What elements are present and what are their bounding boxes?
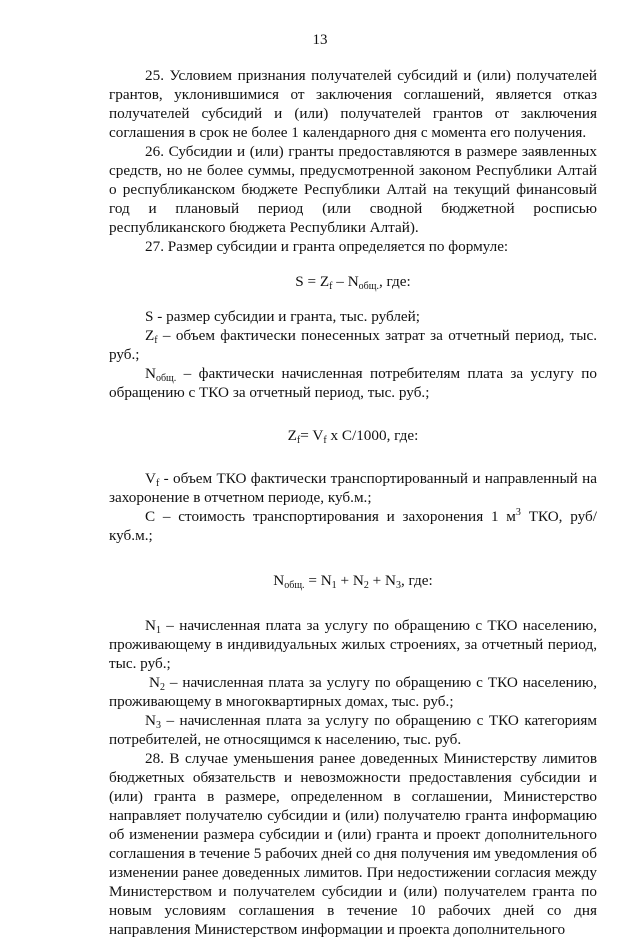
paragraph-25: 25. Условием признания получателей субсидий и (или) получателей грантов, уклонившимися от заключения соглашений, является отказ получателей субсидий и (или) получателей грантов от заключения соглашения в срок не более 1 календарного дня с момента его получения. xyxy=(109,67,597,141)
definition-s: S - размер субсидии и гранта, тыс. рублей; xyxy=(145,308,421,325)
definition-zf: $Z_f$ – объем фактически понесенных затрат за отчетный период, тыс. руб.; xyxy=(109,327,597,363)
definition-nobsh: $N_{общ.}$ – фактически начисленная потребителям плата за услугу по обращению с ТКО за отчетный период, тыс. руб.; xyxy=(109,365,597,401)
definition-n1: $N_1$ – начисленная плата за услугу по обращению с ТКО населению, проживающему в индивидуальных жилых строениях, за отчетный период, тыс. руб.; xyxy=(109,617,597,672)
definition-n3: $N_3$ – начисленная плата за услугу по обращению с ТКО категориям потребителей, не относящимся к населению, тыс. руб. xyxy=(109,712,597,748)
paragraph-28: 28. В случае уменьшения ранее доведенных Министерству лимитов бюджетных обязательств и невозможности предоставления субсидии и (или) гранта в размере, определенном в соглашении, Министерство направляет получателю субсидии и (или) получателю гранта информацию об изменении размера субсидии и (или) гранта и проект дополнительного соглашения в течение 5 рабочих дней со дня получения им уведомления об изменении ранее доведенных лимитов. При недостижении согласия между Министерством и получателем субсидии и (или) получателем гранта по новым условиям соглашения в течение 10 рабочих дней со дня направления Министерством информации и проекта дополнительного xyxy=(109,750,598,938)
paragraph-26: 26. Субсидии и (или) гранты предоставляются в размере заявленных средств, но не более суммы, предусмотренной законом Республики Алтай о республиканском бюджете Республики Алтай на текущий финансовый год и плановый период (или сводной бюджетной росписью республиканского бюджета Республики Алтай). xyxy=(109,143,597,236)
document-body xyxy=(109,66,597,939)
paragraph-27: 27. Размер субсидии и гранта определяется по формуле: xyxy=(145,238,509,255)
definition-n2: $N_2$ – начисленная плата за услугу по обращению с ТКО населению, проживающему в многоквартирных домах, тыс. руб.; xyxy=(109,674,597,710)
formula-nobsh: $N_{общ.} = N_1 + N_2 + N_3$, где: xyxy=(273,572,433,591)
formula-zf: $Z_f= V_f$ х С/1000, где: xyxy=(287,427,419,446)
page-number: 13 xyxy=(312,32,328,48)
definition-vf: $V_f$ - объем ТКО фактически транспортированный и направленный на захоронение в отчетном периоде, куб.м.; xyxy=(109,470,597,506)
formula-subsidy-size: $S = Z_f - N_{общ.}$, где: xyxy=(295,273,411,292)
definition-c: С – стоимость транспортирования и захоронения 1 $м^3$ ТКО, руб/куб.м.; xyxy=(109,507,597,544)
